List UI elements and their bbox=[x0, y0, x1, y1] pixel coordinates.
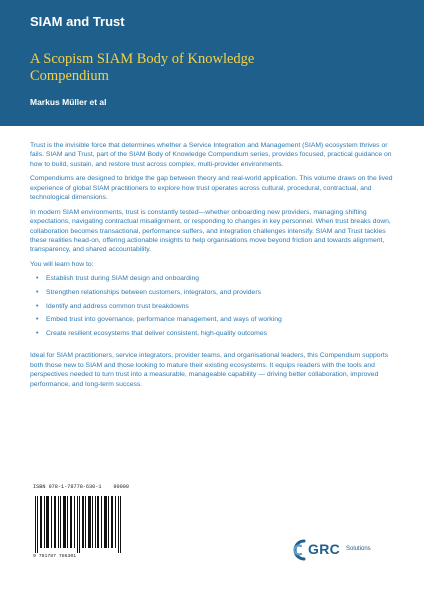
book-author: Markus Müller et al bbox=[30, 97, 107, 107]
cover-header bbox=[0, 0, 424, 126]
list-item-text: Create resilient ecosystems that deliver consistent, high-quality outcomes bbox=[46, 329, 268, 337]
bullets-lead: You will learn how to: bbox=[30, 261, 94, 269]
logo-subtitle: Solutions bbox=[346, 546, 371, 552]
blurb-paragraph-2: Compendiums are designed to bridge the gap between theory and real-world application. This volume draws on the lived experience of global SIAM practitioners to explore how trust operates across cultural, procedural, contractual, and technological dimensions. bbox=[30, 175, 393, 202]
bullet-icon: • bbox=[36, 316, 39, 324]
bullet-icon: • bbox=[36, 275, 39, 283]
list-item bbox=[30, 275, 398, 284]
bullet-icon: • bbox=[36, 302, 39, 310]
blurb bbox=[30, 141, 398, 389]
price-code: 90000 bbox=[113, 484, 129, 490]
learning-list bbox=[30, 275, 398, 338]
list-item-text: Embed trust into governance, performance management, and ways of working bbox=[46, 316, 282, 324]
isbn-barcode bbox=[30, 484, 132, 565]
blurb-paragraph-3: In modern SIAM environments, trust is constantly tested—whether onboarding new providers, managing shifting expectations, navigating contractual misalignment, or responding to changes in key personnel. When trust breaks down, collaboration becomes transactional, performance suffers, and integration challenges intensify. SIAM and Trust tackles these realities head-on, offering actionable insights to help organisations move beyond friction and towards alignment, transparency, and shared accountability. bbox=[30, 208, 391, 254]
list-item bbox=[30, 330, 398, 339]
grc-swirl-icon bbox=[290, 537, 308, 563]
blurb-closing: Ideal for SIAM practitioners, service integrators, provider teams, and organisational leaders, this Compendium supports both those new to SIAM and those looking to mature their existing ecosystems. It equips readers with the tools and perspectives needed to turn trust into a measurable, manageable capability — driving better collaboration, improved performance, and long-term success. bbox=[30, 352, 389, 388]
list-item-text: Establish trust during SIAM design and onboarding bbox=[46, 275, 200, 283]
isbn-label bbox=[33, 484, 129, 490]
list-item-text: Strengthen relationships between customers, integrators, and providers bbox=[46, 289, 261, 297]
list-item-text: Identify and address common trust breakdowns bbox=[46, 302, 189, 310]
list-item bbox=[30, 303, 398, 312]
bullet-icon: • bbox=[36, 289, 39, 297]
blurb-paragraph-1: Trust is the invisible force that determines whether a Service Integration and Management (SIAM) ecosystem thrives or fails. SIAM and Trust, part of the SIAM Body of Knowledge Compendium series, provides focused, practical guidance on how to build, sustain, and restore trust across complex, multi-provider environments. bbox=[30, 142, 392, 168]
isbn-number: ISBN 978-1-78778-630-1 bbox=[33, 484, 102, 490]
book-title: SIAM and Trust bbox=[30, 14, 125, 29]
list-item bbox=[30, 289, 398, 298]
bullet-icon: • bbox=[36, 329, 39, 337]
barcode-bars-icon bbox=[33, 496, 129, 553]
list-item bbox=[30, 316, 398, 325]
grc-solutions-logo bbox=[290, 535, 400, 565]
logo-name: GRC bbox=[308, 541, 341, 557]
barcode-digits: 9 781787 786301 bbox=[33, 554, 77, 559]
book-subtitle: A Scopism SIAM Body of Knowledge Compendium bbox=[30, 51, 255, 84]
